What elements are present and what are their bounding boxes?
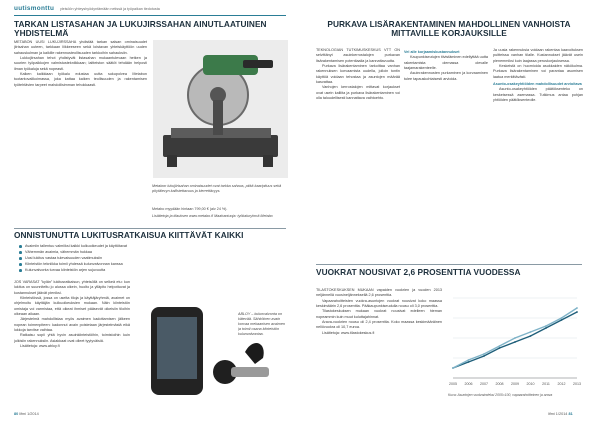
chart-point	[468, 361, 470, 363]
section-tag: uutismonttu	[14, 5, 55, 12]
bullet-item: Kulunvalvonta turvaa kiinteistön arjen sujuvuutta	[19, 267, 287, 273]
right-page-footer	[548, 412, 573, 416]
rent-chart	[447, 292, 583, 396]
chart-point	[561, 319, 563, 321]
right-a1-sub2: Asunto-osakeyhtiöiden mahdollisuudet arvioitava	[493, 82, 582, 87]
section-divider	[14, 15, 286, 16]
chart-series-line	[453, 312, 577, 368]
rent-chart-svg	[447, 292, 583, 390]
right-a1-p3: Vanhojen kerrostalojen mittavat korjaukset ovat usein kalliita ja purkava lisärakentaminen voi olla taloudellisesti kannattava vaihtoehto.	[316, 85, 400, 101]
right-a1-p6: Ja uusia rakennuksia voidaan rakentaa kaavoituksen puitteissa vanhan tilalle. Kustannukset jäävät usein pienemmiksi kuin laajassa peruskorjauksessa.	[493, 48, 583, 63]
bullet-item: Avaimiin tallentuu valmiiksi kaikki kulkuoikeudet ja käyttötavat	[19, 243, 287, 249]
article1-p3: Kaiken kaikkiaan työkalu edustaa uutta sukupolvea Metabon tuotantovalikoimassa, joka kattaa kaiken teollisuuden ja rakentamisen työtehtävien tarpeet mahdollisimman tehokkaasti.	[14, 72, 147, 87]
right-article2-col1	[316, 288, 442, 410]
right-a1-p2: Purkava lisärakentaminen tarkoittaa vanhan rakennuksen korvaamista uudella, jolloin tontin käyttöä voidaan tehostaa ja asuntojen määrää kasvattaa.	[316, 64, 400, 85]
article1-body	[14, 40, 147, 172]
chart-point	[499, 345, 501, 347]
bullet-item: Kiinteistön tekniikka toimii yhdessä kulunvalvonnan kanssa	[19, 261, 287, 267]
chart-x-tick: 2010	[526, 382, 535, 386]
article1-title: TARKAN LISTASAHAN JA LUKUJIRSSAHAN AINUTLAATUINEN YHDISTELMÄ	[14, 19, 267, 39]
article2-title: ONNISTUNUTTA LUKITUSRATKAISUA KIITTÄVÄT KAIKKI	[14, 230, 244, 240]
left-page-number: 80	[14, 412, 19, 416]
section-subtitle: yleisöön yhteyshyödyntämään netissä ja työpaikan tiedotusta	[60, 7, 160, 11]
chart-point	[530, 331, 532, 333]
chart-x-tick: 2011	[542, 382, 550, 386]
article2-p1: JOS VARASAT "kylän" lukitusratkaisun, yhteisöllä on selkeä etu: kun lukitus on suunniteltu jo alussa oikein, huolto ja ylläpito helpottuvat ja kustannukset jäävät pieniksi.	[14, 280, 130, 295]
chart-x-tick: 2007	[480, 382, 488, 386]
bullet-item: Uusi lukitus vastaa tulevaisuuden vaatimuksiin	[19, 255, 287, 261]
chart-point	[545, 327, 547, 329]
chart-point	[576, 307, 578, 309]
chart-point	[530, 335, 532, 337]
article-divider	[14, 228, 286, 229]
right-a1-p4: Kaupunkiseutujen tiivistäminen edellyttää uutta rakentamista olemassa olevalle taajamarakenteelle.	[404, 55, 488, 71]
chart-point	[452, 367, 454, 369]
chart-point	[468, 359, 470, 361]
right-article1-col1	[316, 48, 400, 198]
right-a1-p8: Asunto-osakeyhtiöiden päätöksenteko on keskeisessä asemassa. Tutkimus antaa pohjan yhtiöiden päätöksenteolle.	[493, 87, 583, 103]
right-a1-p5: Asuinrakennusten purkaminen ja korvaaminen tulee tapauskohtaisesti arvioida.	[404, 71, 488, 81]
right-a1-p7: Keskeistä on huomioida asukkaiden näkökulma. Purkava lisärakentaminen voi parantaa asumisen laatua merkittävästi.	[493, 64, 583, 79]
chart-caption: Kuva: Asuntojen vuokraindeksi 2005=100, vapaarahoitteinen ja arava	[448, 393, 553, 397]
left-magazine: lifmi 1/2014	[19, 412, 39, 416]
chart-point	[514, 337, 516, 339]
right-magazine: lifmi 1/2014	[548, 412, 568, 416]
right-article2-title: VUOKRAT NOUSIVAT 2,6 PROSENTTIA VUODESSA	[316, 267, 521, 277]
article2-p3: Järjestelmä mahdollistaa myös avaimen kadottamisen jälkeen nopean toimenpiteen: kadonnut avain poistetaan järjestelmästä eikä lukkoja tarvitse vaihtaa.	[14, 317, 130, 333]
right-a2-p3: Tilastokeskuksen mukaan vuokrat nousivat edelleen hieman nopeammin kuin muut kuluttajahinnat.	[316, 309, 442, 319]
chart-point	[514, 341, 516, 343]
left-page-footer	[14, 412, 39, 416]
right-article1-col3	[493, 48, 583, 198]
chart-x-tick: 2009	[511, 382, 519, 386]
chart-point	[483, 355, 485, 357]
right-a1-p1: TEKNOLOGIAN TUTKIMUSKESKUS VTT ON selvittänyt asuinkerrostalojen purkavan lisärakentamisen potentiaalia ja kannattavuutta.	[316, 48, 400, 63]
article2-caption: ABLOY – kulunvalvonta on kätevää. Sähköinen avain korvaa mekaanisen avaimen ja toimii osana kiinteistön kulunvalvontaa.	[238, 312, 285, 337]
right-page-number: 81	[568, 412, 573, 416]
right-a2-p4: Arava-vuokrien nousu oli 2,4 prosenttia. Koko maassa keskimääräinen neliövuokra oli 10,7 euroa.	[316, 320, 442, 330]
article1-caption: Metabon lukujiirisahan ominaisuudet ovat tarkka sahaus, pitkä kaaripituus sekä pöytälevyn kallistettavuus ja kierrettävyys.	[152, 184, 282, 194]
mitre-saw-image	[153, 40, 288, 178]
article2-p4: Ratkaisu sopii yhtä hyvin asuinkiinteistöihin, toimistoihin kuin julkisiin rakennuksiin. Asiakkaat ovat olleet tyytyväisiä.	[14, 333, 130, 343]
article2-p5: Lisätietoja: www.abloy.fi	[20, 344, 60, 349]
chart-x-tick: 2008	[495, 382, 504, 386]
chart-x-tick: 2006	[464, 382, 473, 386]
chart-point	[576, 311, 578, 313]
article1-price: Metabo myydään hintaan 799,00 € (alv 24 %).	[152, 207, 228, 211]
article2-body	[14, 280, 130, 410]
right-article1-col2	[404, 48, 488, 198]
chart-x-tick: 2005	[449, 382, 457, 386]
chart-point	[499, 347, 501, 349]
right-a1-sub1: Vel alle korjaamiskustannukset	[404, 50, 460, 54]
chart-x-tick: 2012	[557, 382, 566, 386]
right-a2-p5: Lisätietoja: www.tilastokeskus.fi	[322, 330, 375, 335]
right-article-divider	[316, 264, 582, 265]
chart-x-tick: 2013	[573, 382, 581, 386]
bullet-item: Vähemmän avaimia, vähemmän hukkaa	[19, 249, 287, 255]
right-a2-p1: TILASTOKESKUKSEN MUKAAN vapaiden vuokrien ja vuoden 2013 neljännellä vuosineljänneksellä 2,6 prosenttia.	[316, 288, 442, 298]
right-article1-title: PURKAVA LISÄRAKENTAMINEN MAHDOLLINEN VANHOISTA MITTAVILLE KORJAUKSILLE	[327, 19, 571, 39]
article1-p2: Lukkojiirsahan tehot yhdistyvät listasahan mukaantulevaan hetken ja suurien työpaikkojen valmistustekniikkaan; laitteiston säätöt tehdään helposti ilman työkaluja sekä nopeasti.	[14, 56, 147, 71]
article2-bullets	[19, 243, 287, 273]
chart-point	[545, 325, 547, 327]
mitre-saw-icon	[153, 40, 288, 178]
chart-point	[561, 317, 563, 319]
article1-p1: METABON UUSI LUKUJIRSSAHA yhdistää tarkan salsan ominaisuudet jiirisahan uuteen, tarkkaan liikkeeseen sekä loistavan yhteiskäyttöön uuden sahauskulman ja kaikille rakennusteollisuuden tarkkoihin sahauksiin.	[14, 40, 147, 55]
article1-source: Lisätietoja ja tilauksen www.metabo.fi Maahantuoja: työkaluryhmä Metabo	[152, 214, 273, 218]
right-a2-p2: Vapaarahoitteisten vuokra-asuntojen vuokrat nousivat koko maassa keskimäärin 2,6 prosenttia. Pääkaupunkiseudulla nousu oli 3,0 prosenttia.	[316, 298, 442, 309]
article2-p2: Kiinteistössä, jossa on useita tiloja ja käyttäjäryhmiä, avaimet on ohjelmoitu käyttäjän kulkuoikeuksien mukaan. Näin kiinteistön omistaja voi varmistaa, että oikeat ihmiset pääsevät oikeisiin tiloihin oikeaan aikaan.	[14, 296, 130, 317]
chart-point	[483, 353, 485, 355]
